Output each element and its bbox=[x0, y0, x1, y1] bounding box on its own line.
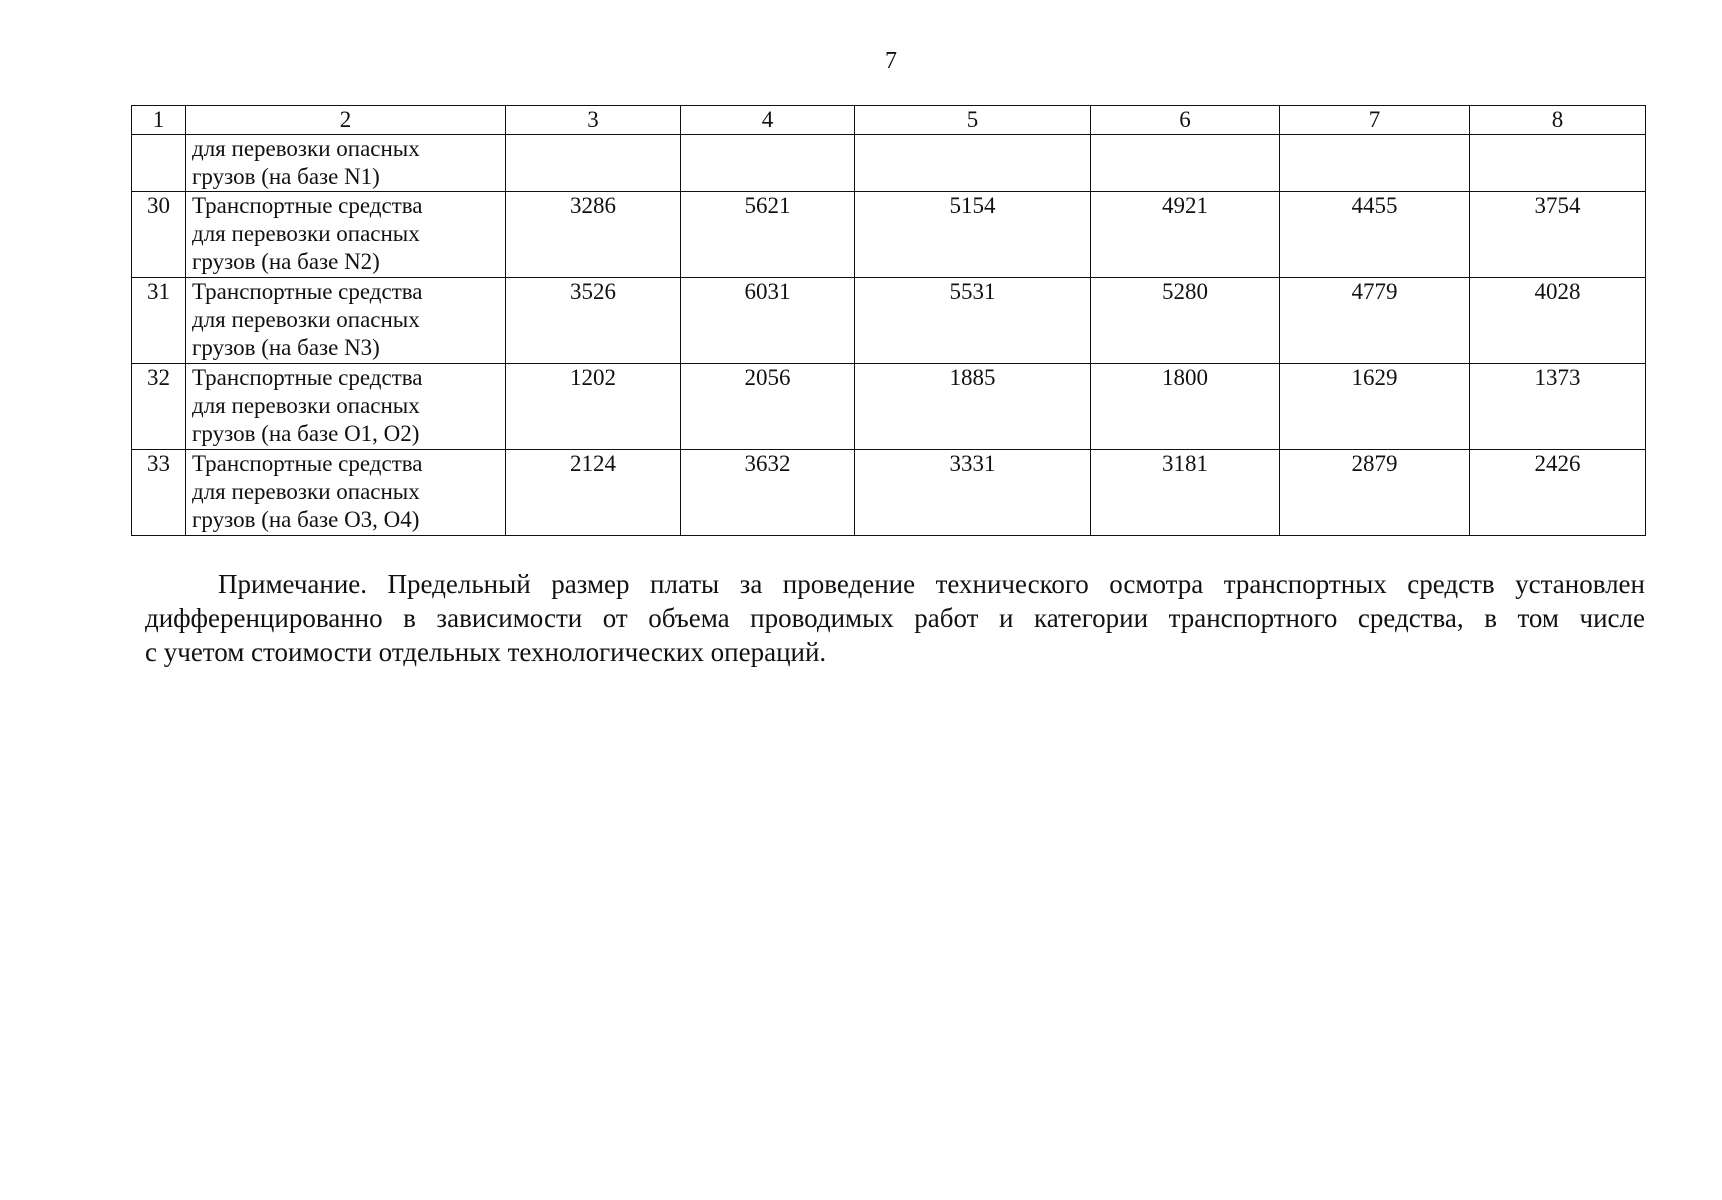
row-number: 30 bbox=[132, 192, 186, 278]
fee-cell: 1629 bbox=[1280, 364, 1470, 450]
vehicle-category bbox=[186, 135, 506, 192]
column-header: 6 bbox=[1091, 106, 1280, 135]
fee-cell: 5531 bbox=[855, 278, 1091, 364]
page-number: 7 bbox=[885, 48, 897, 74]
fee-cell: 2056 bbox=[681, 364, 855, 450]
table-row bbox=[132, 364, 1646, 450]
fee-cell: 3632 bbox=[681, 450, 855, 536]
note-paragraph bbox=[145, 567, 1645, 669]
vehicle-category-line: Транспортные средства bbox=[192, 451, 423, 476]
table-row bbox=[132, 135, 1646, 192]
vehicle-category-line: грузов (на базе N1) bbox=[192, 164, 380, 189]
fee-cell: 5154 bbox=[855, 192, 1091, 278]
column-header: 3 bbox=[506, 106, 681, 135]
vehicle-category-line: Транспортные средства bbox=[192, 279, 423, 304]
row-number: 31 bbox=[132, 278, 186, 364]
fee-cell: 4779 bbox=[1280, 278, 1470, 364]
fee-cell: 4921 bbox=[1091, 192, 1280, 278]
vehicle-category-line: для перевозки опасных bbox=[192, 479, 420, 504]
note-line: Примечание. Предельный размер платы за проведение технического осмотра транспортных средств установлен bbox=[218, 569, 1645, 599]
row-number: 33 bbox=[132, 450, 186, 536]
fee-cell: 1800 bbox=[1091, 364, 1280, 450]
table-row bbox=[132, 278, 1646, 364]
fee-cell bbox=[1470, 135, 1646, 192]
column-header: 5 bbox=[855, 106, 1091, 135]
vehicle-category-line: грузов (на базе О1, О2) bbox=[192, 421, 420, 446]
fee-cell: 3181 bbox=[1091, 450, 1280, 536]
tariff-table bbox=[131, 105, 1646, 536]
vehicle-category-line: Транспортные средства bbox=[192, 365, 423, 390]
fee-cell: 4455 bbox=[1280, 192, 1470, 278]
fee-cell: 3754 bbox=[1470, 192, 1646, 278]
table-row bbox=[132, 450, 1646, 536]
fee-cell: 5621 bbox=[681, 192, 855, 278]
table-row bbox=[132, 192, 1646, 278]
fee-cell: 2124 bbox=[506, 450, 681, 536]
fee-cell bbox=[1280, 135, 1470, 192]
fee-cell: 5280 bbox=[1091, 278, 1280, 364]
fee-cell: 1373 bbox=[1470, 364, 1646, 450]
fee-cell: 2879 bbox=[1280, 450, 1470, 536]
vehicle-category-line: для перевозки опасных bbox=[192, 221, 420, 246]
vehicle-category bbox=[186, 278, 506, 364]
fee-cell: 4028 bbox=[1470, 278, 1646, 364]
vehicle-category-line: для перевозки опасных bbox=[192, 393, 420, 418]
fee-cell: 1202 bbox=[506, 364, 681, 450]
column-header: 2 bbox=[186, 106, 506, 135]
note-line: с учетом стоимости отдельных технологических операций. bbox=[145, 637, 827, 667]
table-header-row bbox=[132, 106, 1646, 135]
vehicle-category bbox=[186, 364, 506, 450]
vehicle-category-line: грузов (на базе N3) bbox=[192, 335, 380, 360]
fee-cell bbox=[506, 135, 681, 192]
row-number: 32 bbox=[132, 364, 186, 450]
fee-cell: 3286 bbox=[506, 192, 681, 278]
vehicle-category-line: Транспортные средства bbox=[192, 193, 423, 218]
fee-cell: 2426 bbox=[1470, 450, 1646, 536]
vehicle-category-line: грузов (на базе N2) bbox=[192, 249, 380, 274]
fee-cell: 1885 bbox=[855, 364, 1091, 450]
note-line: дифференцированно в зависимости от объема проводимых работ и категории транспортного средства, в том числе bbox=[145, 603, 1645, 633]
row-number bbox=[132, 135, 186, 192]
vehicle-category-line: для перевозки опасных bbox=[192, 136, 420, 161]
vehicle-category bbox=[186, 450, 506, 536]
column-header: 7 bbox=[1280, 106, 1470, 135]
fee-cell bbox=[1091, 135, 1280, 192]
column-header: 4 bbox=[681, 106, 855, 135]
fee-cell bbox=[855, 135, 1091, 192]
fee-cell bbox=[681, 135, 855, 192]
column-header: 1 bbox=[132, 106, 186, 135]
fee-cell: 3331 bbox=[855, 450, 1091, 536]
vehicle-category-line: для перевозки опасных bbox=[192, 307, 420, 332]
vehicle-category bbox=[186, 192, 506, 278]
fee-cell: 3526 bbox=[506, 278, 681, 364]
fee-cell: 6031 bbox=[681, 278, 855, 364]
column-header: 8 bbox=[1470, 106, 1646, 135]
vehicle-category-line: грузов (на базе О3, О4) bbox=[192, 507, 420, 532]
